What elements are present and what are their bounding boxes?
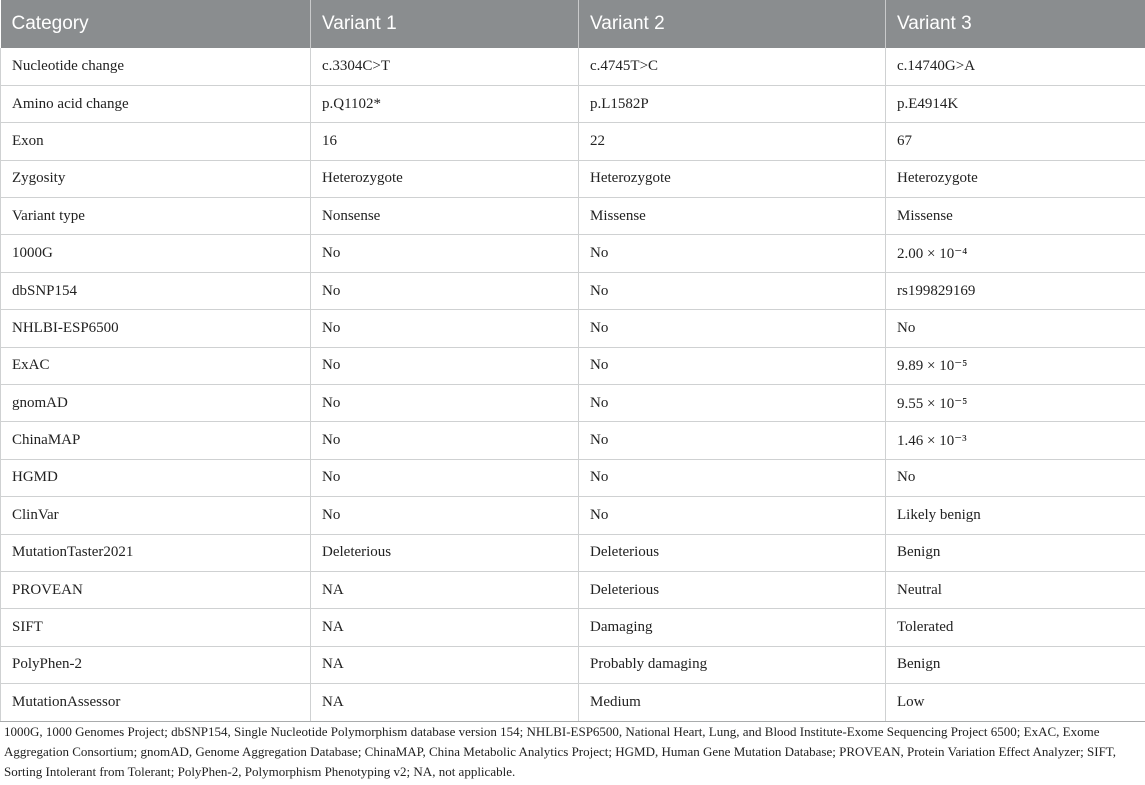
row-category-cell: MutationTaster2021 — [1, 534, 311, 571]
variant-value-cell: Likely benign — [886, 497, 1145, 534]
variant-value-cell: No — [311, 272, 579, 309]
variant-value-cell: c.4745T>C — [579, 48, 886, 85]
row-category-cell: ChinaMAP — [1, 422, 311, 459]
variant-value-cell: Heterozygote — [886, 160, 1145, 197]
variant-value-cell: No — [579, 310, 886, 347]
row-category-cell: 1000G — [1, 235, 311, 272]
variant-value-cell: 1.46 × 10⁻³ — [886, 422, 1145, 459]
row-category-cell: Zygosity — [1, 160, 311, 197]
table-row — [1, 85, 1145, 122]
variant-value-cell: No — [311, 497, 579, 534]
variant-value-cell: No — [311, 385, 579, 422]
row-category-cell: PolyPhen-2 — [1, 646, 311, 683]
row-category-cell: Exon — [1, 123, 311, 160]
table-row — [1, 48, 1145, 85]
variant-value-cell: No — [886, 310, 1145, 347]
variant-value-cell: Heterozygote — [579, 160, 886, 197]
variant-value-cell: 9.89 × 10⁻⁵ — [886, 347, 1145, 384]
variant-value-cell: No — [311, 347, 579, 384]
variant-value-cell: No — [579, 385, 886, 422]
row-category-cell: dbSNP154 — [1, 272, 311, 309]
table-row — [1, 422, 1145, 459]
table-row — [1, 198, 1145, 235]
variant-value-cell: 16 — [311, 123, 579, 160]
row-category-cell: ExAC — [1, 347, 311, 384]
variant-value-cell: Deleterious — [579, 571, 886, 608]
variant-value-cell: p.L1582P — [579, 85, 886, 122]
variant-value-cell: Missense — [579, 198, 886, 235]
variant-value-cell: NA — [311, 646, 579, 683]
row-category-cell: NHLBI-ESP6500 — [1, 310, 311, 347]
variant-value-cell: Deleterious — [579, 534, 886, 571]
variant-value-cell: No — [579, 422, 886, 459]
table-row — [1, 310, 1145, 347]
variant-value-cell: No — [311, 235, 579, 272]
table-row — [1, 684, 1145, 721]
variant-value-cell: 9.55 × 10⁻⁵ — [886, 385, 1145, 422]
variant-value-cell: Neutral — [886, 571, 1145, 608]
variant-value-cell: Heterozygote — [311, 160, 579, 197]
variant-value-cell: Damaging — [579, 609, 886, 646]
variant-value-cell: c.14740G>A — [886, 48, 1145, 85]
variant-value-cell: No — [311, 422, 579, 459]
variant-value-cell: Nonsense — [311, 198, 579, 235]
column-header: Category — [1, 0, 311, 48]
variant-value-cell: No — [579, 497, 886, 534]
variant-value-cell: rs199829169 — [886, 272, 1145, 309]
column-header: Variant 3 — [897, 13, 972, 34]
variant-value-cell: No — [886, 459, 1145, 496]
variant-value-cell: No — [311, 310, 579, 347]
variant-value-cell: p.E4914K — [886, 85, 1145, 122]
table-header — [1, 0, 1145, 48]
table-row — [1, 459, 1145, 496]
row-category-cell: ClinVar — [1, 497, 311, 534]
table-row — [1, 497, 1145, 534]
row-category-cell: Nucleotide change — [1, 48, 311, 85]
variant-value-cell: No — [311, 459, 579, 496]
variant-value-cell: NA — [311, 571, 579, 608]
variant-value-cell: Tolerated — [886, 609, 1145, 646]
variant-value-cell: No — [579, 459, 886, 496]
row-category-cell: HGMD — [1, 459, 311, 496]
variant-value-cell: Medium — [579, 684, 886, 721]
variant-value-cell: c.3304C>T — [311, 48, 579, 85]
row-category-cell: gnomAD — [1, 385, 311, 422]
variant-value-cell: No — [579, 272, 886, 309]
table-footnote: 1000G, 1000 Genomes Project; dbSNP154, Single Nucleotide Polymorphism database version 154; NHLBI-ESP6500, National Heart, Lung, and Blood Institute-Exome Sequencing Project 6500; ExAC, Exome Aggregation Consortium; gnomAD, Genome Aggregation Database; ChinaMAP, China Metabolic Analytics Project; HGMD, Human Gene Mutation Database; PROVEAN, Protein Variation Effect Analyzer; SIFT, Sorting Intolerant from Tolerant; PolyPhen-2, Polymorphism Phenotyping v2; NA, not applicable. — [4, 724, 1117, 779]
variant-value-cell: p.Q1102* — [311, 85, 579, 122]
header-row — [1, 0, 1145, 48]
column-header: Variant 1 — [311, 0, 579, 48]
table-row — [1, 160, 1145, 197]
table-row — [1, 571, 1145, 608]
row-category-cell: PROVEAN — [1, 571, 311, 608]
row-category-cell: MutationAssessor — [1, 684, 311, 721]
variant-value-cell: Benign — [886, 534, 1145, 571]
variant-value-cell: NA — [311, 609, 579, 646]
variant-value-cell: 2.00 × 10⁻⁴ — [886, 235, 1145, 272]
row-category-cell: Variant type — [1, 198, 311, 235]
variant-value-cell: NA — [311, 684, 579, 721]
variant-value-cell: Benign — [886, 646, 1145, 683]
table-row — [1, 385, 1145, 422]
table-row — [1, 609, 1145, 646]
row-category-cell: SIFT — [1, 609, 311, 646]
table-body — [1, 48, 1145, 721]
variant-value-cell: Missense — [886, 198, 1145, 235]
table-row — [1, 347, 1145, 384]
table-row — [1, 646, 1145, 683]
variant-value-cell: No — [579, 235, 886, 272]
variant-value-cell: Deleterious — [311, 534, 579, 571]
table-row — [1, 123, 1145, 160]
table-row — [1, 534, 1145, 571]
column-header: Variant 2 — [579, 0, 886, 48]
row-category-cell: Amino acid change — [1, 85, 311, 122]
variant-value-cell: 22 — [579, 123, 886, 160]
table-row — [1, 272, 1145, 309]
variant-value-cell: Probably damaging — [579, 646, 886, 683]
table-row — [1, 235, 1145, 272]
variant-value-cell: No — [579, 347, 886, 384]
variant-value-cell: Low — [886, 684, 1145, 721]
variant-value-cell: 67 — [886, 123, 1145, 160]
